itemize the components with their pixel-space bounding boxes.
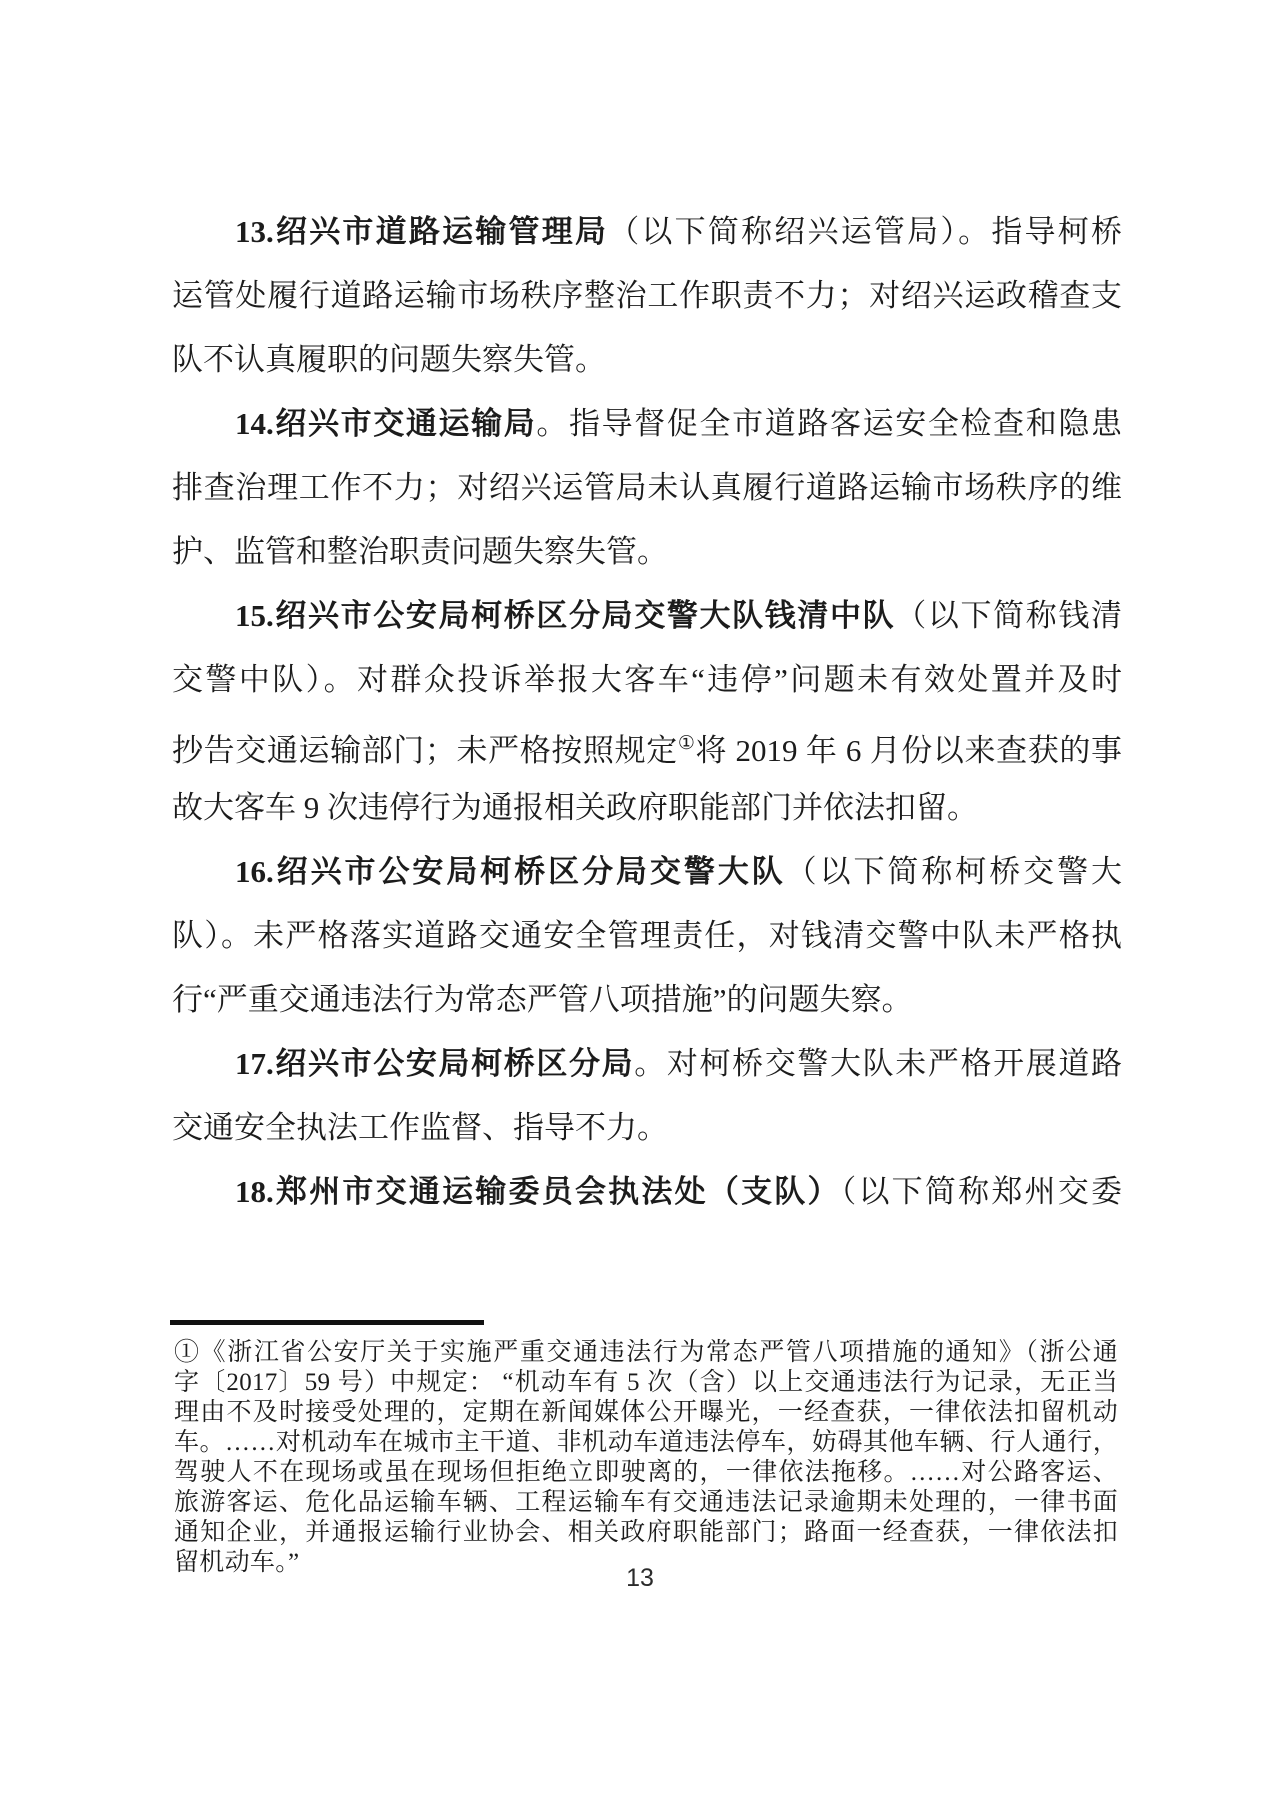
body-text-segment: 故大客车 9 次违停行为通报相关政府职能部门并依法扣留。 xyxy=(172,790,978,825)
footnote-reference-mark: ① xyxy=(677,733,696,754)
body-text-segment: （以下简称柯桥交警大 xyxy=(785,854,1123,889)
entity-name-bold: 18.郑州市交通运输委员会执法处（支队） xyxy=(235,1174,841,1209)
body-text-segment: 运管处履行道路运输市场秩序整治工作职责不力；对绍兴运政稽查支 xyxy=(172,278,1122,313)
footnote-text xyxy=(174,1338,1118,1578)
body-line xyxy=(172,200,1122,264)
footnote-line: ①《浙江省公安厅关于实施严重交通违法行为常态严管八项措施的通知》（浙公通 xyxy=(174,1339,1118,1366)
body-line xyxy=(172,264,1122,328)
body-line xyxy=(172,392,1122,456)
footnote-line: 留机动车。” xyxy=(174,1549,300,1576)
body-line xyxy=(172,1032,1122,1096)
body-line xyxy=(172,1160,1122,1224)
body-line xyxy=(172,456,1122,520)
footnote-line: 车。……对机动车在城市主干道、非机动车道违法停车，妨碍其他车辆、行人通行， xyxy=(174,1429,1118,1456)
body-text-segment: 。指导督促全市道路客运安全检查和隐患 xyxy=(536,406,1122,441)
body-line xyxy=(172,520,1122,584)
body-text-segment: 队）。未严格落实道路交通安全管理责任，对钱清交警中队未严格执 xyxy=(172,918,1122,953)
footnote-line: 旅游客运、危化品运输车辆、工程运输车有交通违法记录逾期未处理的，一律书面 xyxy=(174,1489,1118,1516)
body-text-segment: （以下简称绍兴运管局）。指导柯桥 xyxy=(608,214,1123,249)
body-text-segment: 行“严重交通违法行为常态严管八项措施”的问题失察。 xyxy=(172,982,913,1017)
body-line xyxy=(172,1096,1122,1160)
page-number: 13 xyxy=(626,1564,654,1592)
body-text-segment: 将 2019 年 6 月份以来查获的事 xyxy=(695,733,1122,768)
body-line xyxy=(172,712,1122,776)
footnote-line: 驾驶人不在现场或虽在现场但拒绝立即驶离的，一律依法拖移。……对公路客运、 xyxy=(174,1459,1118,1486)
footnote-line: 通知企业，并通报运输行业协会、相关政府职能部门；路面一经查获，一律依法扣 xyxy=(174,1519,1118,1546)
body-text-segment: 交警中队）。对群众投诉举报大客车“违停”问题未有效处置并及时 xyxy=(172,662,1122,697)
body-text-segment: 交通安全执法工作监督、指导不力。 xyxy=(172,1110,668,1145)
footnote-line: 字〔2017〕59 号）中规定： “机动车有 5 次（含）以上交通违法行为记录，无正当 xyxy=(174,1369,1118,1396)
body-line xyxy=(172,776,1122,840)
entity-name-bold: 13.绍兴市道路运输管理局 xyxy=(235,214,609,249)
body-text-segment: 队不认真履职的问题失察失管。 xyxy=(172,342,606,377)
footnote-line: 理由不及时接受处理的，定期在新闻媒体公开曝光，一经查获，一律依法扣留机动 xyxy=(174,1399,1118,1426)
entity-name-bold: 14.绍兴市交通运输局 xyxy=(235,406,537,441)
body-line xyxy=(172,904,1122,968)
body-line xyxy=(172,328,1122,392)
footnote-separator-rule xyxy=(170,1320,484,1325)
body-line xyxy=(172,648,1122,712)
body-line xyxy=(172,968,1122,1032)
body-text-segment: （以下简称郑州交委 xyxy=(840,1174,1123,1209)
body-text-segment: 抄告交通运输部门；未严格按照规定 xyxy=(172,733,678,768)
entity-name-bold: 17.绍兴市公安局柯桥区分局 xyxy=(235,1046,635,1081)
document-body xyxy=(172,200,1122,1224)
body-text-segment: 排查治理工作不力；对绍兴运管局未认真履行道路运输市场秩序的维 xyxy=(172,470,1122,505)
body-text-segment: 护、监管和整治职责问题失察失管。 xyxy=(172,534,668,569)
body-line xyxy=(172,840,1122,904)
body-line xyxy=(172,584,1122,648)
entity-name-bold: 15.绍兴市公安局柯桥区分局交警大队钱清中队 xyxy=(235,598,896,633)
body-text-segment: （以下简称钱清 xyxy=(895,598,1122,633)
entity-name-bold: 16.绍兴市公安局柯桥区分局交警大队 xyxy=(235,854,786,889)
body-text-segment: 。对柯桥交警大队未严格开展道路 xyxy=(634,1046,1122,1081)
